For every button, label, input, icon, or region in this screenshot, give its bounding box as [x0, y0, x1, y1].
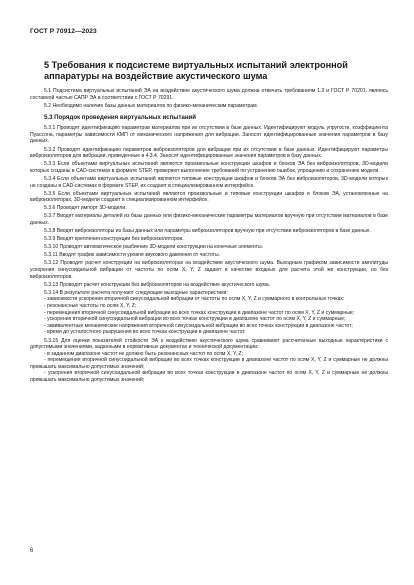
section-title-line-2: аппаратуры на воздействие акустического шума [44, 71, 268, 81]
list-item: 5.3.10 Проводят автоматическое разбиение 3D-модели конструкции на конечные элементы. [44, 244, 264, 251]
paragraph: 5.2 Необходимо наличие базы данных материалов по физико-механическим параметрам. [44, 102, 259, 109]
subsection-title: 5.3 Порядок проведения виртуальных испытаний [44, 114, 197, 122]
list-item: 5.3.8 Вводят виброизоляторы из базы данных или параметры виброизоляторов вручную при отсутствии виброизоляторов в базе данных. [44, 228, 371, 235]
list-item: 5.3.1 Проводят идентификацию параметров материалов при их отсутствии в базе данных. Идентифицируют модуль упругости, коэффициента Пуассона, параметры зависимости КМП от механического напряжения для вибрации. Заносят идентифицированные значения параметров в базу данных. [30, 125, 388, 145]
list-item: - время до усталостного разрушения во всех точках конструкции в диапазоне частот. [44, 329, 246, 336]
section-title [30, 60, 388, 82]
page-number: 6 [30, 548, 34, 554]
list-item: - ускорения вторичной синусоидальной вибрации во всех точках конструкции в диапазоне частот по осям X, Y, Z и суммарные не должны превышать максимально допустимых значений; [30, 370, 388, 384]
list-item: 5.3.12 Проводят расчет конструкции на виброизоляторах на воздействие акустического шума. Выходным графиком зависимости амплитуды ускорения синусоидальной вибрации от частоты по осям X, Y, Z задают в качестве входных для расчета этой же конструкции, но без виброизоляторов. [30, 260, 388, 280]
list-item: 5.3.2 Проводят идентификацию параметров виброизоляторов для вибрации при их отсутствии в базе данных. Идентифицируют параметры виброизоляторов для вибрации, приведенные в 4.3.4. Заносят идентифицированные значения параметров в базу данных. [30, 146, 388, 160]
page-content [30, 60, 388, 384]
section-title-line-1: 5 Требования к подсистеме виртуальных испытаний электронной [44, 60, 348, 70]
list-item: 5.3.3 Если объектами виртуальных испытаний являются произвольные конструкции шкафов и блоков ЭА без виброизоляторов, 3D-модели которых созданы в CAD-системах в формате STEP, проверяют выполнение требований по устранению ошибок, упрощению и сохранению модели. [30, 161, 388, 174]
list-item: 5.3.4 Если объектами виртуальных испытаний являются типовые конструкции шкафов и блоков ЭА без виброизоляторов, 3D-модели которых не созданы в CAD-системах в формате STEP, их создают в специализированном интерфейсе. [30, 175, 388, 189]
list-item: - в заданном диапазоне частот не должно быть резонансных частот по осям X, Y, Z; [44, 350, 244, 357]
list-item: - ускорения вторичной синусоидальной вибрации во всех точках конструкции в диапазоне частот по осям X, Y, Z и суммарные; [44, 316, 346, 323]
list-item: 5.3.15 Для оценки показателей стойкости ЭА к воздействию акустического шума сравнивают рассчитанные выходные характеристики с допустимыми значениями, заданными в нормативных документах и технической документации: [30, 337, 388, 351]
list-item: 5.3.11 Вводят график зависимости уровня звукового давления от частоты. [44, 252, 221, 259]
list-item: - перемещения вторичной синусоидальной вибрации во всех точках конструкции в диапазоне частот по осям X, Y, Z и суммарные не должны превышать максимально допустимых значений; [30, 357, 388, 370]
list-item: - эквивалентные механические напряжения вторичной синусоидальной вибрации во всех точках конструкции в диапазоне частот; [44, 322, 353, 329]
list-item: 5.3.14 В результате расчета получают следующие выходные характеристики: [44, 289, 228, 296]
list-item: 5.3.7 Вводят материалы деталей из базы данных или физико-механические параметры материалов вручную при отсутствии материалов в базе данных. [30, 213, 388, 226]
list-item: 5.3.13 Проводят расчет конструкции без виброизоляторов на воздействие акустического шума. [44, 281, 271, 288]
document-code: ГОСТ Р 70912—2023 [30, 28, 97, 35]
list-item: - резонансные частоты по осям X, Y, Z; [44, 303, 137, 310]
list-item: - перемещения вторичной синусоидальной вибрации во всех точках конструкции в диапазоне частот по осям X, Y, Z и суммарные; [44, 309, 355, 316]
list-item: 5.3.6 Проводят импорт 3D-модели. [44, 205, 127, 212]
list-item: 5.3.9 Вводят крепления конструкции без виброизоляторов. [44, 236, 184, 243]
list-item: - зависимости ускорения вторичной синусоидальной вибрации от частоты по осям X, Y, Z и суммарного в контрольных точках: [44, 296, 345, 303]
paragraph: 5.1 Подсистема виртуальных испытаний ЭА на воздействие акустического шума должна отвечать требованиям 1.3 и ГОСТ Р 70201, являясь составной частью САПР ЭА в соответствии с ГОСТ Р 70291. [30, 88, 388, 101]
list-item: 5.3.5 Если объектами виртуальных испытаний являются произвольные и типовые конструкции шкафов и блоков ЭА, установленные на виброизоляторах, 3D-модели создают в специализированном интерфейсе. [30, 190, 388, 204]
